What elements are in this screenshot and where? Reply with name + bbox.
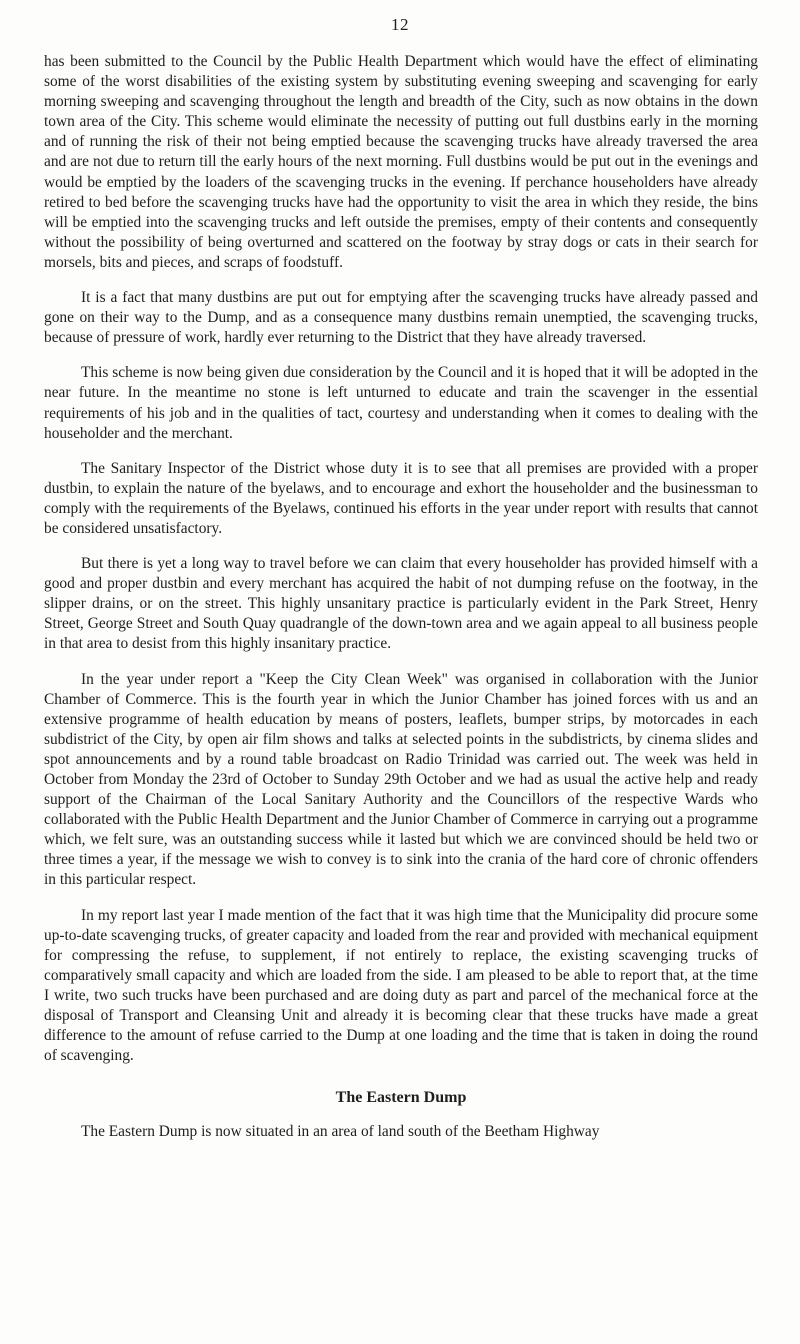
page-number: 12 [391, 15, 409, 34]
paragraph-5: But there is yet a long way to travel before we can claim that every householder has provided himself with a good and proper dustbin and every merchant has acquired the habit of not dumping refuse on the footway, in the slipper drains, or on the street. This highly unsanitary practice is particularly evident in the Park Street, Henry Street, George Street and South Quay quadrangle of the down-town area and we again appeal to all business people in that area to desist from this highly insanitary practice. [44, 555, 758, 653]
paragraph-1: has been submitted to the Council by the Public Health Department which would have the effect of eliminating some of the worst disabilities of the existing system by substituting evening sweeping and scavenging for early morning sweeping and scavenging throughout the length and breadth of the City, such as now obtains in the down town area of the City. This scheme would eliminate the necessity of putting out full dustbins early in the morning and of running the risk of their not being emptied because the scavenging trucks have already traversed the area and are not due to return till the early hours of the next morning. Full dustbins would be put out in the evenings and would be emptied by the loaders of the scavenging trucks in the evening. If perchance householders have already retired to bed before the scavenging trucks have had the opportunity to visit the area in which they reside, the bins will be emptied into the scavenging trucks and left outside the premises, empty of their contents and consequently without the possibility of being overturned and scattered on the footway by stray dogs or cats in their search for morsels, bits and pieces, and scraps of foodstuff. [44, 53, 758, 271]
paragraph-8: The Eastern Dump is now situated in an area of land south of the Beetham Highway [81, 1123, 600, 1141]
paragraph-2: It is a fact that many dustbins are put out for emptying after the scavenging trucks have already passed and gone on their way to the Dump, and as a consequence many dustbins remain unemptied, the scavenging trucks, because of pressure of work, hardly ever returning to the District that they have already traversed. [44, 289, 758, 347]
paragraph-7: In my report last year I made mention of the fact that it was high time that the Municipality did procure some up-to-date scavenging trucks, of greater capacity and loaded from the rear and provided with mechanical equipment for compressing the refuse, to supplement, if not entirely to replace, the existing scavenging trucks of comparatively small capacity and which are loaded from the side. I am pleased to be able to report that, at the time I write, two such trucks have been purchased and are doing duty as part and parcel of the mechanical force at the disposal of Transport and Cleansing Unit and already it is becoming clear that these trucks have made a great difference to the amount of refuse carried to the Dump at one loading and the time that is taken in doing the round of scavenging. [44, 906, 758, 1065]
body-text [44, 52, 758, 1158]
paragraph-4: The Sanitary Inspector of the District whose duty it is to see that all premises are provided with a proper dustbin, to explain the nature of the byelaws, and to encourage and exhort the householder and the businessman to comply with the requirements of the Byelaws, continued his efforts in the year under report with results that cannot be considered unsatisfactory. [44, 459, 758, 537]
section-heading: The Eastern Dump [335, 1089, 467, 1107]
paragraph-6: In the year under report a "Keep the City Clean Week" was organised in collaboration with the Junior Chamber of Commerce. This is the fourth year in which the Junior Chamber has joined forces with us and an extensive programme of health education by means of posters, leaflets, bumper strips, by motorcades in each subdistrict of the City, by open air film shows and talks at selected points in the subdistricts, by cinema slides and spot announcements and by a round table broadcast on Radio Trinidad was carried out. The week was held in October from Monday the 23rd of October to Sunday 29th October and we had as usual the active help and ready support of the Chairman of the Local Sanitary Authority and the Councillors of the respective Wards who collaborated with the Public Health Department and the Junior Chamber of Commerce in carrying out a programme which, we felt sure, was an outstanding success while it lasted but which we are convinced should be held two or three times a year, if the message we wish to convey is to sink into the crania of the hard core of chronic offenders in this particular respect. [44, 670, 758, 889]
paragraph-3: This scheme is now being given due consideration by the Council and it is hoped that it will be adopted in the near future. In the meantime no stone is left unturned to educate and train the scavenger in the essential requirements of his job and in the qualities of tact, courtesy and understanding when it comes to dealing with the householder and the merchant. [44, 364, 758, 442]
